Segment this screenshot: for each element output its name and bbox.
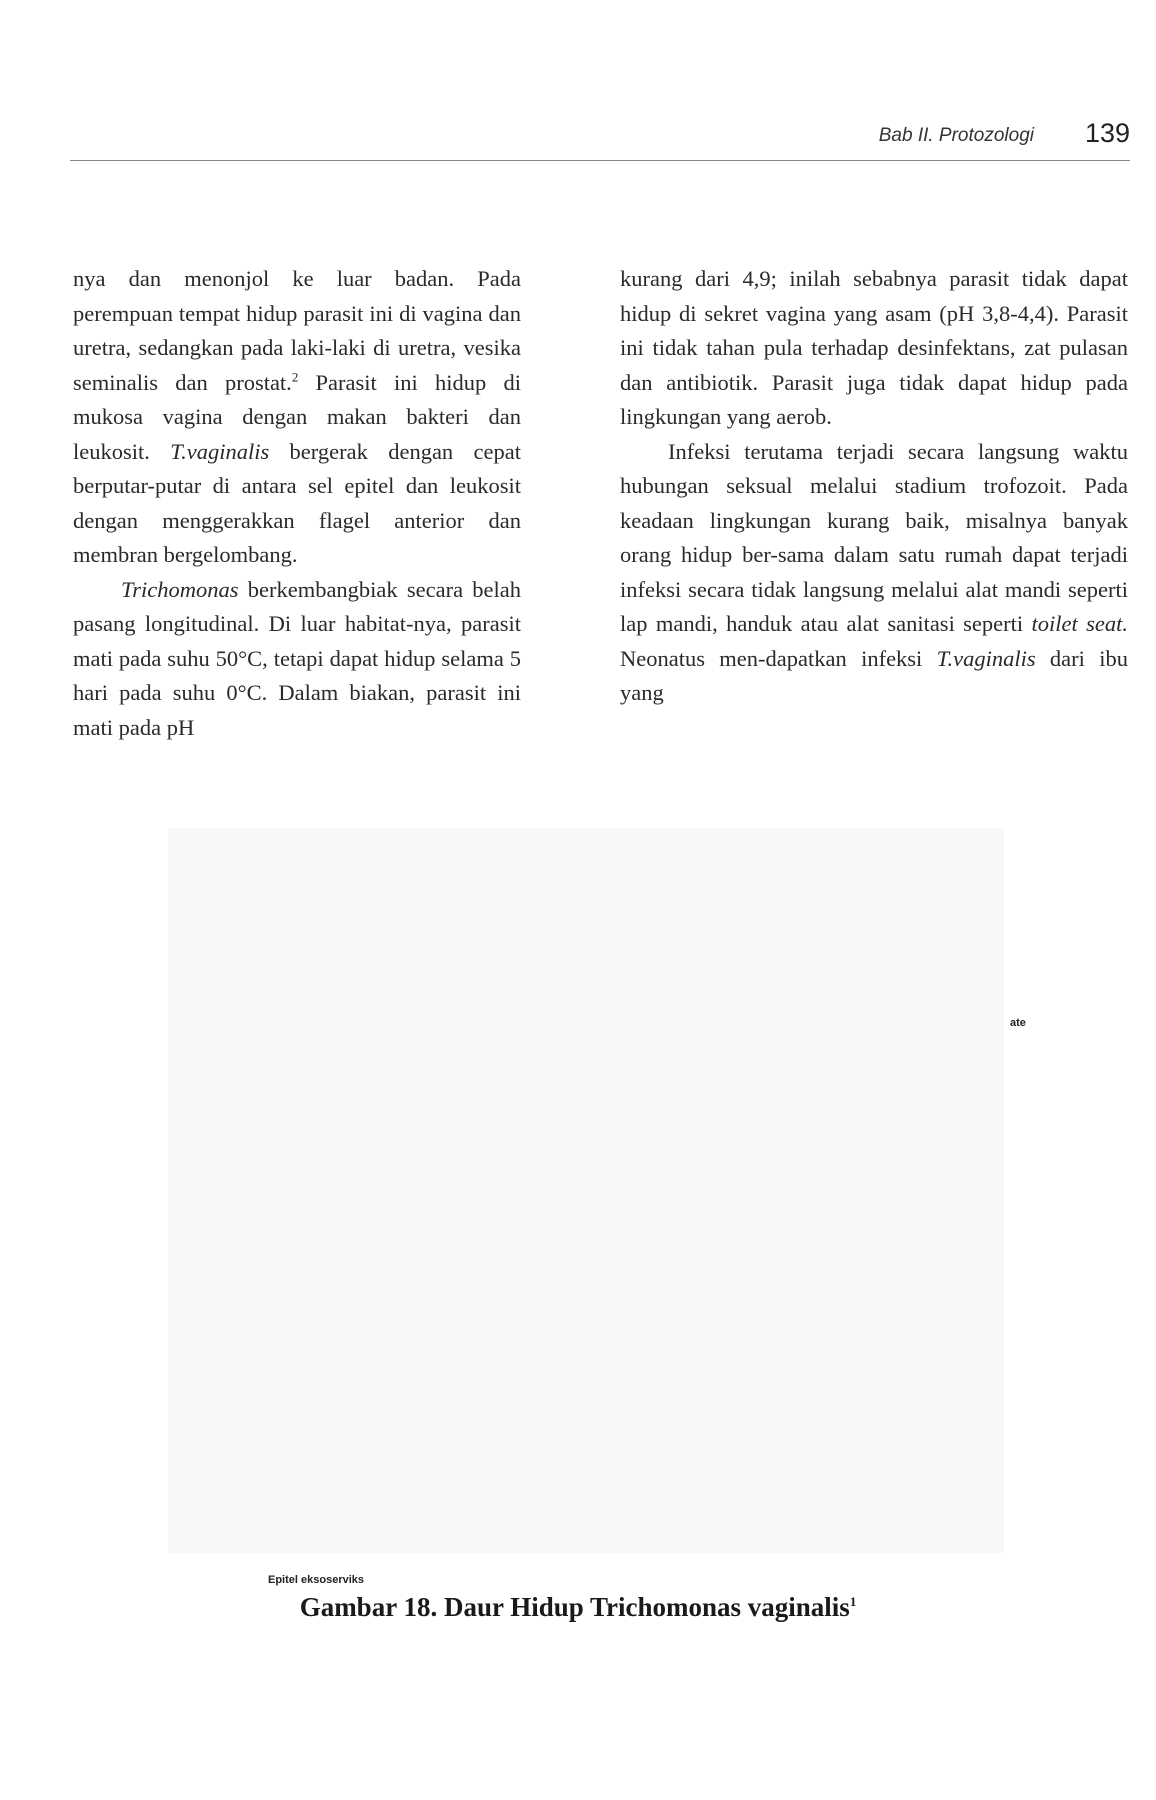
text-run: bergerak dengan cepat berputar-putar di antara sel epitel dan leukosit dengan menggerakkan flagel anterior dan membran bergelombang. — [73, 438, 521, 567]
figure-image-area — [168, 828, 1004, 1553]
genus-name: Trichomonas — [121, 576, 239, 602]
right-paragraph-2 — [620, 435, 1128, 711]
page-number: 139 — [1084, 118, 1130, 148]
header-rule — [70, 160, 1130, 161]
italic-term: toilet seat. — [1031, 611, 1128, 636]
footnote-ref: 2 — [291, 369, 299, 384]
page-header — [70, 118, 1130, 158]
text-run: kurang dari 4,9; inilah sebabnya parasit tidak dapat hidup di sekret vagina yang asam (pH 3,8-4,4). Parasit ini tidak tahan pula terhadap desinfektans, zat pulasan dan antibiotik. Parasit juga tidak dapat hidup pada lingkungan yang aerob. — [620, 266, 1128, 429]
figure-label-epitel: Epitel eksoserviks — [268, 1574, 365, 1586]
text-run: Parasit ini hidup di mukosa vagina dengan makan bakteri dan leukosit. — [73, 369, 521, 464]
left-column — [73, 262, 521, 745]
text-run: Neonatus men-dapatkan infeksi — [620, 645, 937, 671]
right-paragraph-1 — [620, 262, 1128, 435]
text-run: dari ibu yang — [620, 645, 1128, 705]
caption-footnote-ref: 1 — [849, 1594, 857, 1609]
figure-caption — [0, 1592, 1156, 1623]
right-column — [620, 262, 1128, 711]
left-paragraph-1 — [73, 262, 521, 573]
left-paragraph-2 — [73, 573, 521, 746]
text-run: nya dan menonjol ke luar badan. Pada perempuan tempat hidup parasit ini di vagina dan uretra, sedangkan pada laki-laki di uretra, vesika seminalis dan prostat. — [73, 266, 521, 395]
species-name: T.vaginalis — [170, 438, 270, 464]
text-run: berkembangbiak secara belah pasang longitudinal. Di luar habitat-nya, parasit mati pada suhu 50°C, tetapi dapat hidup selama 5 hari pada suhu 0°C. Dalam biakan, parasit ini mati pada pH — [73, 576, 521, 740]
species-name: T.vaginalis — [936, 645, 1036, 671]
figure-label-ate: ate — [1010, 1017, 1026, 1029]
running-head: Bab II. Protozologi — [878, 125, 1034, 146]
caption-text: Gambar 18. Daur Hidup Trichomonas vaginalis — [299, 1592, 850, 1622]
text-run: Infeksi terutama terjadi secara langsung waktu hubungan seksual melalui stadium trofozoit. Pada keadaan lingkungan kurang baik, misalnya banyak orang hidup ber-sama dalam satu rumah dapat terjadi infeksi secara tidak langsung melalui alat mandi seperti lap mandi, handuk atau alat sanitasi seperti — [620, 438, 1128, 636]
